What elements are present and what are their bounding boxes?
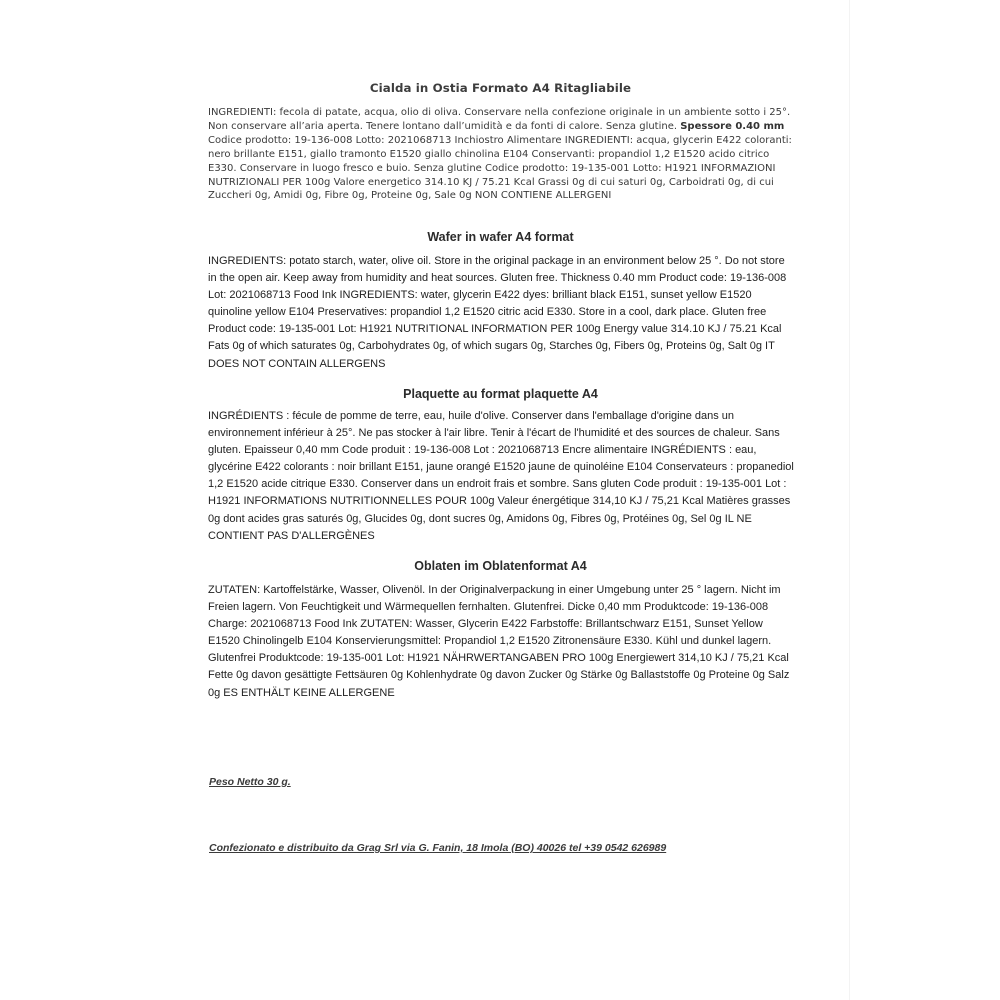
section-english-title: Wafer in wafer A4 format [427, 230, 574, 244]
net-weight-line: Peso Netto 30 g. [209, 776, 291, 788]
section-english-body: INGREDIENTS: potato starch, water, olive oil. Store in the original package in an environment below 25 °. Do not store in the open air. Keep away from humidity and heat sources. Gluten free. Thickness 0.40 mm Product code: 19-136-008 Lot: 2021068713 Food Ink INGREDIENTS: water, glycerin E422 dyes: brilliant black E151, sunset yellow E1520 quinoline yellow E104 Preservatives: propandiol 1,2 E1520 citric acid E330. Store in a cool, dark place. Gluten free Product code: 19-135-001 Lot: H1921 NUTRITIONAL INFORMATION PER 100g Energy value 314.10 KJ / 75.21 Kcal Fats 0g of which saturates 0g, Carbohydrates 0g, of which sugars 0g, Starches 0g, Fibers 0g, Proteins 0g, Salt 0g IT DOES NOT CONTAIN ALLERGENS [208, 255, 787, 370]
section-italian-body: INGREDIENTI: fecola di patate, acqua, olio di oliva. Conservare nella confezione originale in un ambiente sotto i 25°. Non conservare all’aria aperta. Tenere lontano dall’umidità e da fonti di calore. Senza glutine. Spessore 0.40 mm Codice prodotto: 19-136-008 Lotto: 2021068713 Inchiostro Alimentare INGREDIENTI: acqua, glycerin E422 coloranti: nero brillante E151, giallo tramonto E1520 giallo chinolina E104 Conservanti: propandiol 1,2 E1520 acido citrico E330. Conservare in luogo fresco e buio. Senza glutine Codice prodotto: 19-135-001 Lotto: H1921 INFORMAZIONI NUTRIZIONALI PER 100g Valore energetico 314.10 KJ / 75.21 Kcal Grassi 0g di cui saturi 0g, Carboidrati 0g, di cui Zuccheri 0g, Amidi 0g, Fibre 0g, Proteine 0g, Sale 0g NON CONTIENE ALLERGENI [208, 107, 792, 202]
section-german-title: Oblaten im Oblatenformat A4 [414, 559, 587, 573]
section-french-body: INGRÉDIENTS : fécule de pomme de terre, eau, huile d'olive. Conserver dans l'emballage d'origine dans un environnement inférieur à 25°. Ne pas stocker à l'air libre. Tenir à l'écart de l'humidité et des sources de chaleur. Sans gluten. Epaisseur 0,40 mm Code produit : 19-136-008 Lot : 2021068713 Encre alimentaire INGRÉDIENTS : eau, glycérine E422 colorants : noir brillant E151, jaune orangé E1520 jaune de quinoléine E104 Conservateurs : propanediol 1,2 E1520 acide citrique E330. Conserver dans un endroit frais et sombre. Sans gluten Code produit : 19-135-001 Lot : H1921 INFORMATIONS NUTRITIONNELLES POUR 100g Valeur énergétique 314,10 KJ / 75,21 Kcal Matières grasses 0g dont acides gras saturés 0g, Glucides 0g, dont sucres 0g, Amidons 0g, Fibres 0g, Protéines 0g, Sel 0g IL NE CONTIENT PAS D'ALLERGÈNES [208, 410, 794, 542]
bold-phrase: Spessore 0.40 mm [680, 120, 785, 132]
distributor-line: Confezionato e distribuito da Grag Srl via G. Fanin, 18 Imola (BO) 40026 tel +39 0542 626989 [209, 842, 667, 854]
scan-edge-line [849, 0, 850, 1000]
section-french-title: Plaquette au format plaquette A4 [403, 387, 598, 401]
section-german-body: ZUTATEN: Kartoffelstärke, Wasser, Olivenöl. In der Originalverpackung in einer Umgebung unter 25 ° lagern. Nicht im Freien lagern. Von Feuchtigkeit und Wärmequellen fernhalten. Glutenfrei. Dicke 0,40 mm Produktcode: 19-136-008 Charge: 2021068713 Food Ink ZUTATEN: Wasser, Glycerin E422 Farbstoffe: Brillantschwarz E151, Sunset Yellow E1520 Chinolingelb E104 Konservierungsmittel: Propandiol 1,2 E1520 Zitronensäure E330. Kühl und dunkel lagern. Glutenfrei Produktcode: 19-135-001 Lot: H1921 NÄHRWERTANGABEN PRO 100g Energiewert 314,10 KJ / 75,21 Kcal Fette 0g davon gesättigte Fettsäuren 0g Kohlenhydrate 0g davon Zucker 0g Stärke 0g Ballaststoffe 0g Proteine 0g Salz 0g ES ENTHÄLT KEINE ALLERGENE [208, 584, 790, 699]
section-italian-title: Cialda in Ostia Formato A4 Ritagliabile [369, 81, 632, 95]
